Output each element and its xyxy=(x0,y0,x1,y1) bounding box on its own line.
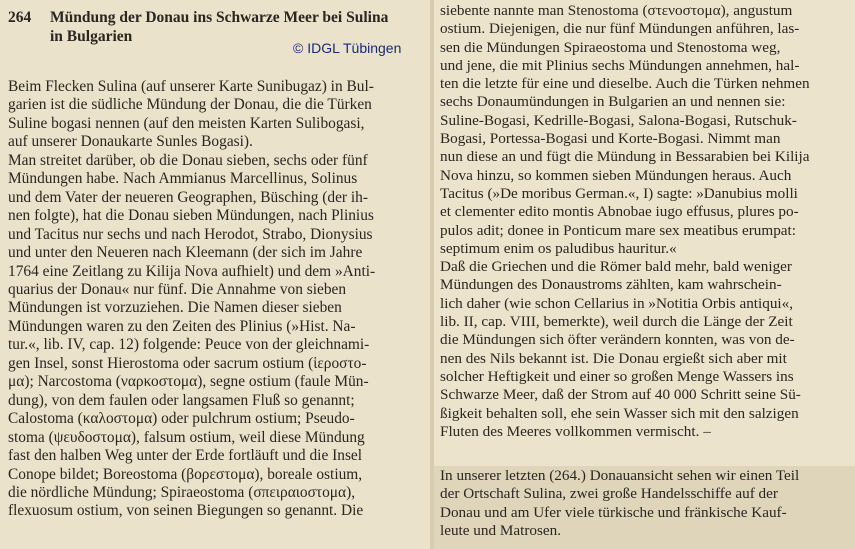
text-line: Daß die Griechen und die Römer bald mehr, bald weniger xyxy=(440,258,792,276)
text-line: und Tacitus nur sechs und nach Herodot, Strabo, Dionysius xyxy=(8,225,373,243)
text-line: Suline bogasi nennen (auf den meisten Karten Sulibogasi, xyxy=(8,114,365,132)
text-line: μα); Narcostoma (ναρκοστομα), segne ostium (faule Mün- xyxy=(8,373,369,391)
text-line: solcher Heftigkeit und einer so großen Menge Wassers ins xyxy=(440,367,794,385)
text-line: nen des Nils bekannt ist. Die Donau ergießt sich aber mit xyxy=(440,349,787,367)
text-line: Beim Flecken Sulina (auf unserer Karte Sunibugaz) in Bul- xyxy=(8,78,374,95)
text-line: Nova hinzu, so kommen sieben Mündungen heraus. Auch xyxy=(440,166,792,184)
image-caption xyxy=(440,467,847,540)
text-line: Mündungen ist vorzuziehen. Die Namen dieser sieben xyxy=(8,299,342,317)
text-line: septimum enim os paludibus hauritur.« xyxy=(440,239,677,257)
text-line: Calostoma (καλοστομα) oder pulchrum ostium; Pseudo- xyxy=(8,410,355,428)
text-line: und dem Vater der neueren Geographen, Büsching (der ih- xyxy=(8,188,368,206)
paragraph xyxy=(440,258,847,441)
text-line: Schwarze Meer, daß der Strom auf 40 000 Schritt seine Sü- xyxy=(440,386,801,404)
text-line: sen die Mündungen Spiraeostoma und Stenostoma weg, xyxy=(440,38,781,56)
text-line: und jene, die mit Plinius sechs Mündungen annehmen, hal- xyxy=(440,56,800,74)
text-line: Suline-Bogasi, Kedrille-Bogasi, Salona-Bogasi, Rutschuk- xyxy=(440,111,797,129)
text-line: 1764 eine Zeitlang zu Kilija Nova aufhielt) und dem »Anti- xyxy=(8,262,376,280)
text-line: Fluten des Meeres vollkommen vermischt. – xyxy=(440,422,711,440)
text-line: stoma (ψευδοστομα), falsum ostium, weil diese Mündung xyxy=(8,428,365,446)
copyright-notice: © IDGL Tübingen xyxy=(293,40,402,56)
text-line: pulos adit; donee in Ponticum mare sex meatibus erumpat: xyxy=(440,221,796,239)
text-line: Mündungen habe. Nach Ammianus Marcellinus, Solinus xyxy=(8,170,358,188)
title-line: in Bulgarien xyxy=(50,28,133,45)
text-line: flexuosum ostium, von seinen Biegungen so genannt. Die xyxy=(8,502,364,520)
text-line: Bogasi, Portessa-Bogasi und Korte-Bogasi. Nimmt man xyxy=(440,130,781,148)
text-line: fast den halben Weg unter der Erde fortläuft und die Insel xyxy=(8,447,363,465)
text-line: auf unserer Donaukarte Sunles Bogasi). xyxy=(8,133,253,151)
text-line: ostium. Diejenigen, die nur fünf Mündungen anführen, las- xyxy=(440,20,800,38)
text-line: gen Insel, sonst Hierostoma oder sacrum ostium (ἱεροστο- xyxy=(8,354,367,372)
text-line: garien ist die südliche Mündung der Donau, die die Türken xyxy=(8,96,372,114)
text-line: Conope bildet; Boreostoma (βορεστομα), boreale ostium, xyxy=(8,465,363,483)
paragraph xyxy=(8,78,420,152)
caption-line: Donau und am Ufer viele türkische und fränkische Kauf- xyxy=(440,503,787,521)
text-line: et clementer edito montis Abnobae iugo effusus, plures po- xyxy=(440,203,799,221)
text-line: nen folgte), hat die Donau sieben Mündungen, nach Plinius xyxy=(8,207,374,225)
right-column xyxy=(434,0,855,549)
text-line: Mündungen des Donaustroms zählten, kam wahrschein- xyxy=(440,276,782,294)
text-line: Man streitet darüber, ob die Donau sieben, sechs oder fünf xyxy=(8,151,368,169)
left-body-text xyxy=(8,78,420,521)
text-line: quarius der Donau« nur fünf. Die Annahme von sieben xyxy=(8,280,347,298)
text-line: die nördliche Mündung; Spiraeostoma (σπειραιοστομα), xyxy=(8,483,356,501)
text-line: die Mündungen sich öfter verändern konnten, was von de- xyxy=(440,331,795,349)
right-body-text xyxy=(440,2,847,441)
text-line: Tacitus (»De moribus German.«, I) sagte: »Danubius molli xyxy=(440,184,798,202)
page-header xyxy=(8,8,420,68)
text-line: ten die letzte für eine und dieselbe. Auch die Türken nehmen xyxy=(440,75,810,93)
paragraph xyxy=(440,2,847,258)
page-number: 264 xyxy=(8,9,32,26)
text-line: Mündungen waren zu den Zeiten des Plinius (»Hist. Na- xyxy=(8,317,356,335)
text-line: und unter den Neueren nach Kleemann (der sich im Jahre xyxy=(8,244,363,262)
title-line: Mündung der Donau ins Schwarze Meer bei Sulina xyxy=(50,9,389,26)
text-line: dung), von dem faulen oder langsamen Fluß so genannt; xyxy=(8,391,355,409)
text-line: ßigkeit behalten soll, ehe sein Wasser sich mit den salzigen xyxy=(440,404,799,422)
paragraph xyxy=(8,152,420,521)
caption-line: In unserer letzten (264.) Donauansicht sehen wir einen Teil xyxy=(440,467,800,484)
text-line: siebente nannte man Stenostoma (στενοστομα), angustum xyxy=(440,2,793,19)
caption-line: der Ortschaft Sulina, zwei große Handelsschiffe auf der xyxy=(440,485,778,503)
text-line: nun diese an und fügt die Mündung in Bessarabien bei Kilija xyxy=(440,148,810,166)
text-line: lib. II, cap. VIII, bemerkte), weil durch die Länge der Zeit xyxy=(440,313,793,331)
caption-box xyxy=(434,466,855,549)
text-line: sechs Donaumündungen in Bulgarien an und nennen sie: xyxy=(440,93,786,111)
text-line: tur.«, lib. IV, cap. 12) folgende: Peuce von der gleichnami- xyxy=(8,336,370,354)
text-line: lich daher (wie schon Cellarius in »Notitia Orbis antiqui«, xyxy=(440,294,794,312)
caption-line: leute und Matrosen. xyxy=(440,521,562,539)
